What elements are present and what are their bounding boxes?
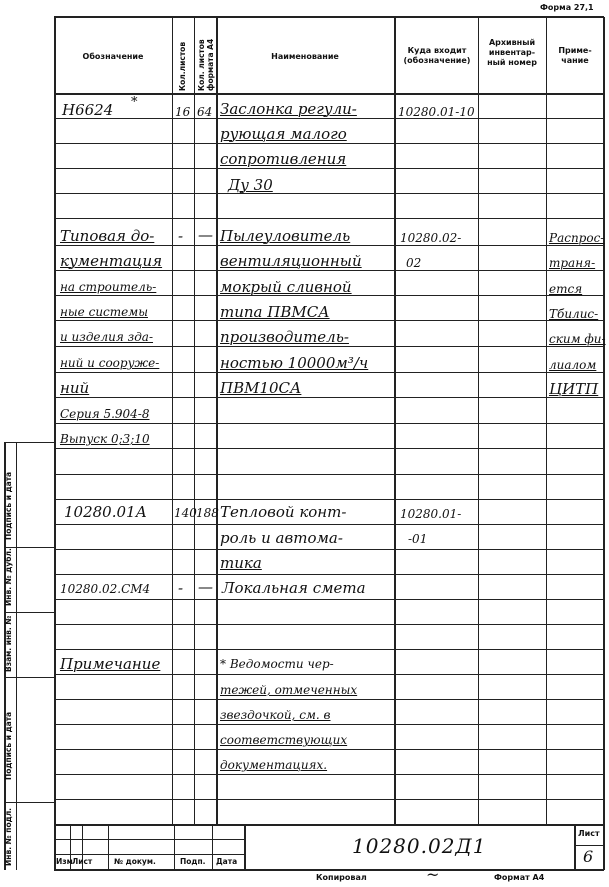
row2-designation-9: Выпуск 0;3;10 bbox=[60, 432, 150, 446]
row2-included-2: 02 bbox=[406, 256, 422, 270]
row3-sheets: 140 bbox=[174, 506, 197, 520]
form-label: Форма 27,1 bbox=[540, 3, 594, 12]
tb-col-doc: № докум. bbox=[114, 857, 156, 866]
row2-sheets: - bbox=[178, 227, 184, 245]
header-name: Наименование bbox=[271, 52, 339, 61]
row2-notes-4: Тбилис- bbox=[549, 307, 599, 321]
row2-designation-3: на строитель- bbox=[60, 280, 157, 294]
doc-number: 10280.02Д1 bbox=[352, 834, 487, 858]
side-vzam-inv: Взам. инв. № bbox=[4, 615, 13, 672]
title-block-top bbox=[54, 824, 604, 826]
row5-designation: Примечание bbox=[60, 655, 161, 673]
row2-name-3: мокрый сливной bbox=[220, 278, 352, 296]
row1-designation: Н6624 bbox=[62, 101, 114, 119]
row3-name-3: тика bbox=[220, 554, 262, 572]
side-sign-date-2: Подпись и дата bbox=[4, 711, 13, 780]
frame-top bbox=[54, 16, 604, 18]
col-line-4 bbox=[394, 17, 396, 824]
row2-name-5: производитель- bbox=[220, 328, 349, 346]
row1-name-2: рующая малого bbox=[220, 125, 347, 143]
copied-label: Копировал bbox=[316, 873, 367, 882]
row1-name-4: Ду 30 bbox=[228, 176, 273, 194]
row2-designation-1: Типовая до- bbox=[60, 227, 155, 245]
row2-name-4: типа ПВМСА bbox=[220, 303, 330, 321]
row2-designation-7: ний bbox=[60, 379, 90, 397]
row2-name-1: Пылеуловитель bbox=[220, 227, 351, 245]
header-designation: Обозначение bbox=[82, 52, 144, 61]
row2-notes-2: траня- bbox=[549, 256, 596, 270]
sheet-label: Лист bbox=[578, 829, 600, 838]
header-notes: Приме- чание bbox=[558, 46, 592, 65]
side-inv-podl: Инв. № подл. bbox=[4, 807, 13, 866]
row4-sheets: - bbox=[178, 579, 184, 597]
row2-name-2: вентиляционный bbox=[220, 252, 362, 270]
col-line-6 bbox=[546, 17, 547, 824]
col-line-1 bbox=[172, 17, 173, 824]
frame-bottom bbox=[54, 869, 604, 871]
header-sheet-count-a4: Кол. листов формата А4 bbox=[197, 38, 215, 91]
row4-name-1: Локальная смета bbox=[222, 579, 366, 597]
frame-left bbox=[54, 17, 56, 870]
row2-name-7: ПВМ10СА bbox=[220, 379, 302, 397]
row5-name-2: тежей, отмеченных bbox=[220, 683, 358, 697]
row1-name-1: Заслонка регули- bbox=[220, 100, 357, 118]
side-stamp-mid bbox=[16, 442, 17, 870]
row3-designation: 10280.01А bbox=[64, 503, 147, 521]
row4-designation: 10280.02.СМ4 bbox=[60, 582, 151, 596]
row2-notes-7: ЦИТП bbox=[549, 380, 599, 398]
row5-name-1: * Ведомости чер- bbox=[220, 657, 334, 671]
row2-included-1: 10280.02- bbox=[400, 231, 462, 245]
row3-name-1: Тепловой конт- bbox=[220, 503, 347, 521]
col-line-2 bbox=[194, 17, 195, 824]
row1-name-3: сопротивления bbox=[220, 150, 347, 168]
row2-notes-5: ским фи- bbox=[549, 332, 606, 346]
tb-col-list: Лист bbox=[72, 857, 93, 866]
col-line-3 bbox=[216, 17, 218, 824]
row2-notes-3: ется bbox=[549, 282, 583, 296]
row5-name-5: документациях. bbox=[220, 758, 328, 772]
row2-notes-6: лиалом bbox=[549, 358, 597, 372]
row1-sheets-a4: 64 bbox=[197, 105, 213, 119]
row2-designation-2: кументация bbox=[60, 252, 163, 270]
frame-right bbox=[603, 17, 605, 870]
row2-name-6: ностью 10000м³/ч bbox=[220, 354, 369, 372]
row2-designation-5: и изделия зда- bbox=[60, 330, 154, 344]
row3-included-1: 10280.01- bbox=[400, 507, 462, 521]
row3-sheets-a4: 188 bbox=[196, 506, 219, 520]
row2-sheets-a4: — bbox=[198, 226, 213, 244]
row2-designation-6: ний и сооруже- bbox=[60, 356, 160, 370]
row3-included-2: -01 bbox=[408, 532, 428, 546]
row2-designation-8: Серия 5.904-8 bbox=[60, 407, 150, 421]
header-included-in: Куда входит (обозначение) bbox=[403, 46, 471, 65]
side-inv-dubl: Инв. № дубл. bbox=[4, 548, 13, 606]
row1-included: 10280.01-10 bbox=[398, 105, 475, 119]
side-sign-date-1: Подпись и дата bbox=[4, 471, 13, 540]
col-line-5 bbox=[478, 17, 479, 824]
format-label: Формат А4 bbox=[494, 873, 545, 882]
tb-col-sign: Подп. bbox=[180, 857, 206, 866]
row2-designation-4: ные системы bbox=[60, 305, 148, 319]
tb-col-date: Дата bbox=[216, 857, 238, 866]
sheet-number: 6 bbox=[583, 847, 594, 866]
row1-mark: * bbox=[131, 95, 138, 110]
row3-name-2: роль и автома- bbox=[220, 529, 343, 547]
row4-sheets-a4: — bbox=[198, 578, 213, 596]
tb-col-izm: Изм bbox=[56, 857, 73, 866]
copied-signature: ~ bbox=[426, 865, 440, 884]
row5-name-3: звездочкой, см. в bbox=[220, 708, 331, 722]
header-archive-number: Архивный инвентар- ный номер bbox=[487, 38, 537, 67]
row5-name-4: соответствующих bbox=[220, 733, 348, 747]
row2-notes-1: Распрос- bbox=[549, 231, 605, 245]
header-sheet-count: Кол.листов bbox=[178, 41, 187, 91]
row1-sheets: 16 bbox=[175, 105, 191, 119]
